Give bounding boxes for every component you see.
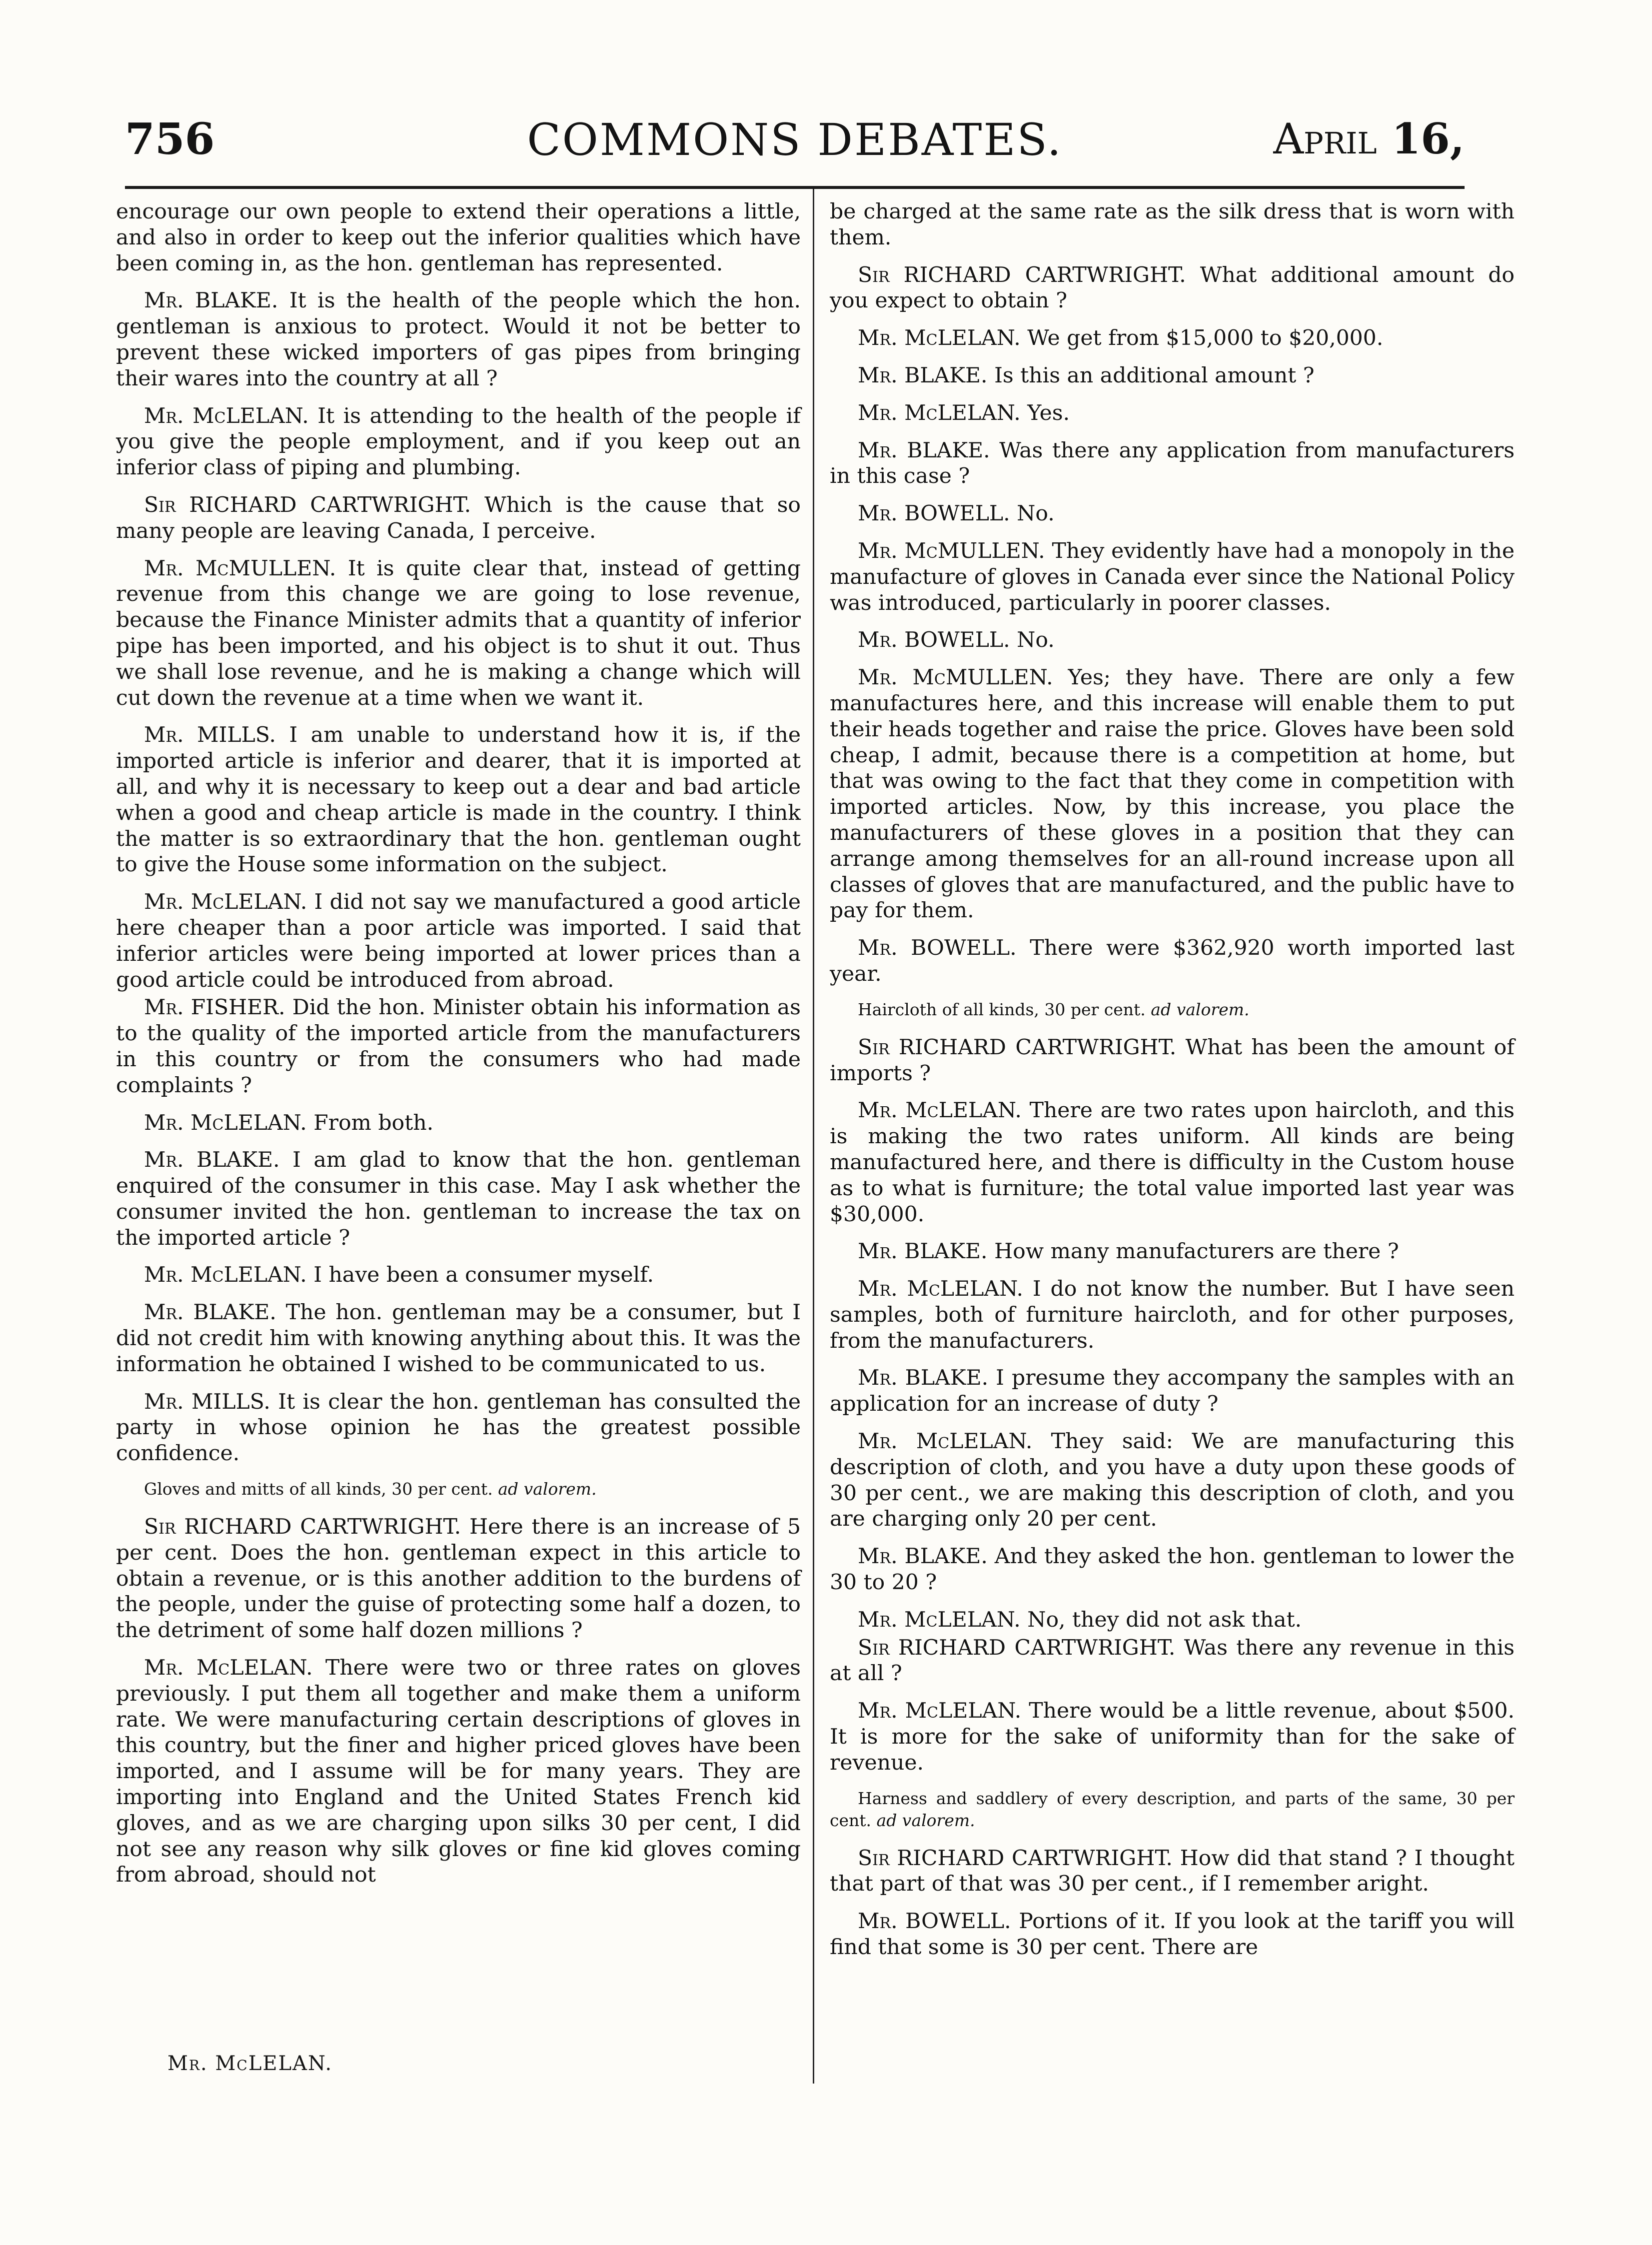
continued-paragraph: encourage our own people to extend their operations a little, and also in order to keep out the inferior qualities which have been coming in, as the hon. gentleman has represented. (116, 199, 801, 276)
speaker-name: Mr. BLAKE. (858, 363, 988, 388)
speech-text: What additional amount do you expect to obtain ? (830, 262, 1515, 313)
speech-paragraph (830, 262, 1515, 314)
speaker-name: Mr. BLAKE. (144, 1300, 276, 1325)
speech-paragraph (116, 1655, 801, 1888)
speaker-name: Mr. MILLS. (144, 723, 276, 748)
speech-paragraph (830, 325, 1515, 351)
continued-paragraph: be charged at the same rate as the silk dress that is worn with them. (830, 199, 1515, 250)
speech-paragraph (830, 1607, 1515, 1633)
speaker-name: Mr. McLELAN. (858, 400, 1021, 425)
speech-paragraph (116, 1262, 801, 1288)
speaker-name: Mr. BLAKE. (858, 1366, 989, 1391)
speech-paragraph (830, 438, 1515, 490)
speech-text: No. (1017, 501, 1055, 526)
speaker-name: Mr. BLAKE. (144, 288, 278, 313)
speech-paragraph (830, 501, 1515, 527)
header-day: 16, (1391, 114, 1465, 163)
speech-text: There are two rates upon haircloth, and this is making the two rates uniform. All kinds are being manufactured here, and there is difficulty in the Custom house as to what is furniture; the total value imported last year was $30,000. (830, 1098, 1515, 1227)
page-header (125, 114, 1465, 169)
speech-paragraph (116, 1110, 801, 1136)
speech-text: No, they did not ask that. (1027, 1607, 1302, 1632)
speech-text: It is quite clear that, instead of getting revenue from this change we are going to lose revenue, because the Finance Minister admits that a quantity of inferior pipe has been imported, and his object is to shut it out. Thus we shall lose revenue, and he is making a change which will cut down the revenue at a time when we want it. (116, 556, 801, 710)
tariff-italic: ad valorem. (1151, 999, 1250, 1019)
speech-text: There would be a little revenue, about $500. It is more for the sake of uniformity than for the sake of revenue. (830, 1699, 1515, 1775)
speech-paragraph (830, 627, 1515, 653)
speaker-name: Mr. BOWELL. (858, 628, 1010, 653)
speech-text: From both. (313, 1110, 434, 1135)
tariff-italic: ad valorem. (876, 1810, 975, 1830)
speech-text: It is attending to the health of the people if you give the people employment, and if you keep out an inferior class of piping and plumbing. (116, 403, 801, 480)
speech-paragraph (830, 935, 1515, 987)
speech-paragraph (830, 1698, 1515, 1776)
speaker-name: Sir RICHARD CARTWRIGHT. (858, 1035, 1177, 1060)
speaker-name: Mr. BOWELL. (858, 501, 1010, 526)
speech-paragraph (116, 1514, 801, 1644)
speech-text: Is this an additional amount ? (994, 363, 1315, 388)
speaker-name: Mr. McLELAN. (858, 1277, 1024, 1302)
speech-text: There were $362,920 worth imported last year. (830, 936, 1515, 986)
speaker-name: Mr. BLAKE. (858, 1544, 988, 1569)
speech-paragraph (830, 363, 1515, 389)
speech-text: There were two or three rates on gloves previously. I put them all together and make them a uniform rate. We were manufacturing certain descriptions of gloves in this country, but the finer and higher priced gloves have been imported, and I assume will be for many years. They are importing into England and the United States French kid gloves, and as we are charging upon silks 30 per cent, I did not see any reason why silk gloves or fine kid gloves coming from abroad, should not (116, 1656, 801, 1888)
speech-text: Was there any application from manufacturers in this case ? (830, 438, 1515, 489)
speech-paragraph (830, 1239, 1515, 1265)
left-column (116, 199, 801, 1900)
speech-text: I am glad to know that the hon. gentleman enquired of the consumer in this case. May I ask whether the consumer invited the hon. gentleman to increase the tax on the imported article ? (116, 1148, 801, 1250)
running-title: COMMONS DEBATES. (527, 114, 1063, 165)
tariff-text: Gloves and mitts of all kinds, 30 per cent. (144, 1479, 493, 1499)
speech-paragraph (116, 492, 801, 544)
speech-text: I did not say we manufactured a good article here cheaper than a poor article was imported. I said that inferior articles were being imported at lower prices than a good article could be introduced from abroad. (116, 890, 801, 992)
speaker-name: Mr. McMULLEN. (144, 556, 336, 581)
speaker-name: Mr. MILLS. (144, 1389, 270, 1414)
speech-paragraph (116, 556, 801, 711)
speech-paragraph (830, 1909, 1515, 1961)
speaker-name: Mr. BOWELL. (858, 936, 1017, 961)
speech-text: Here there is an increase of 5 per cent. Does the hon. gentleman expect in this article to obtain a revenue, or is this another addition to the burdens of the people, under the guise of protecting some half a dozen, to the detriment of some half dozen millions ? (116, 1515, 801, 1643)
speaker-name: Sir RICHARD CARTWRIGHT. (144, 1515, 461, 1540)
speaker-name: Mr. McLELAN. (144, 403, 309, 428)
speech-text: How many manufacturers are there ? (994, 1239, 1399, 1264)
tariff-italic: ad valorem. (498, 1479, 597, 1499)
speech-paragraph (116, 722, 801, 878)
speech-paragraph (830, 1365, 1515, 1417)
speaker-name: Sir RICHARD CARTWRIGHT. (858, 1846, 1173, 1871)
speaker-name: Mr. McLELAN. (858, 1429, 1033, 1454)
speaker-name: Mr. McLELAN. (144, 1656, 313, 1681)
speaker-name: Mr. McMULLEN. (858, 665, 1053, 690)
right-column (830, 199, 1515, 1972)
speech-text: Yes. (1027, 400, 1070, 425)
speech-paragraph (830, 1846, 1515, 1898)
speech-text: The hon. gentleman may be a consumer, but I did not credit him with knowing anything about this. It was the information he obtained I wished to be communicated to us. (116, 1300, 801, 1377)
speaker-name: Mr. McLELAN. (858, 1607, 1021, 1632)
speech-paragraph (116, 889, 801, 993)
speech-text: And they asked the hon. gentleman to lower the 30 to 20 ? (830, 1544, 1515, 1595)
tariff-item (830, 999, 1515, 1021)
speech-text: How did that stand ? I thought that part of that was 30 per cent., if I remember aright. (830, 1846, 1515, 1897)
page-number: 756 (125, 114, 215, 164)
speaker-name: Sir RICHARD CARTWRIGHT. (858, 262, 1186, 287)
speaker-name: Mr. BLAKE. (858, 438, 990, 463)
speech-text: It is the health of the people which the hon. gentleman is anxious to protect. Would it not be better to prevent these wicked importers of gas pipes from bringing their wares into the country at all ? (116, 288, 801, 391)
speaker-name: Mr. McLELAN. (858, 326, 1021, 351)
column-divider (813, 189, 814, 2084)
speaker-name: Mr. McMULLEN. (858, 538, 1045, 563)
speaker-name: Mr. BOWELL. (858, 1909, 1011, 1934)
speech-paragraph (830, 665, 1515, 924)
catchword: Mr. McLELAN. (167, 2052, 333, 2075)
speech-paragraph (830, 1635, 1515, 1687)
speech-paragraph (116, 995, 801, 1098)
tariff-text: Haircloth of all kinds, 30 per cent. (858, 999, 1146, 1019)
speech-text: We get from $15,000 to $20,000. (1027, 326, 1384, 351)
speaker-name: Mr. McLELAN. (144, 1263, 307, 1288)
header-date (1273, 114, 1465, 163)
speaker-name: Mr. McLELAN. (144, 1110, 307, 1135)
speech-text: It is clear the hon. gentleman has consulted the party in whose opinion he has the greatest possible confidence. (116, 1389, 801, 1466)
speech-text: No. (1017, 628, 1055, 653)
speech-paragraph (830, 1098, 1515, 1227)
speech-text: They said: We are manufacturing this description of cloth, and you have a duty upon these goods of 30 per cent., we are making this description of cloth, and you are charging only 20 per cent. (830, 1429, 1515, 1532)
speaker-name: Mr. BLAKE. (144, 1148, 280, 1173)
speech-paragraph (116, 288, 801, 391)
header-month: April (1273, 114, 1377, 163)
tariff-item (116, 1478, 801, 1500)
speech-paragraph (830, 1544, 1515, 1596)
speech-text: I have been a consumer myself. (313, 1263, 654, 1288)
speaker-name: Mr. McLELAN. (144, 890, 307, 915)
speech-text: I presume they accompany the samples with an application for an increase of duty ? (830, 1366, 1515, 1417)
speech-text: I am unable to understand how it is, if the imported article is inferior and dearer, that it is imported at all, and why it is necessary to keep out a dear and bad article when a good and cheap article is made in the country. I think the matter is so extraordinary that the hon. gentleman ought to give the House some information on the subject. (116, 723, 801, 877)
speaker-name: Mr. BLAKE. (858, 1239, 988, 1264)
speech-paragraph (830, 1035, 1515, 1087)
speech-text: Portions of it. If you look at the tariff you will find that some is 30 per cent. There are (830, 1909, 1515, 1960)
speech-paragraph (116, 403, 801, 481)
speech-text: What has been the amount of imports ? (830, 1035, 1515, 1086)
speech-text: Yes; they have. There are only a few manufactures here, and this increase will enable them to put their heads together and raise the price. Gloves have been sold cheap, I admit, because there is a competition at home, but that was owing to the fact that they come in competition with imported articles. Now, by this increase, you place the manufacturers of these gloves in a position that they can arrange among themselves for an all-round increase upon all classes of gloves that are manufactured, and the public have to pay for them. (830, 665, 1515, 923)
speech-paragraph (116, 1300, 801, 1377)
speaker-name: Sir RICHARD CARTWRIGHT. (144, 492, 471, 517)
speaker-name: Mr. McLELAN. (858, 1098, 1022, 1123)
header-rule (125, 186, 1465, 189)
speaker-name: Mr. FISHER. (144, 995, 285, 1020)
speech-paragraph (830, 1429, 1515, 1532)
tariff-item (830, 1788, 1515, 1832)
speech-paragraph (116, 1389, 801, 1467)
speaker-name: Mr. McLELAN. (858, 1699, 1022, 1724)
tariff-text: Harness and saddlery of every description, and parts of the same, 30 per cent. (830, 1788, 1515, 1830)
speech-text: Did the hon. Minister obtain his information as to the quality of the imported article from the manufacturers in this country or from the consumers who had made complaints ? (116, 995, 801, 1098)
speech-text: I do not know the number. But I have seen samples, both of furniture haircloth, and for other purposes, from the manufacturers. (830, 1277, 1515, 1353)
speech-text: Was there any revenue in this at all ? (830, 1635, 1515, 1686)
speech-paragraph (830, 1276, 1515, 1354)
speech-text: Which is the cause that so many people are leaving Canada, I perceive. (116, 492, 801, 543)
speech-paragraph (830, 400, 1515, 426)
speech-paragraph (830, 538, 1515, 616)
speech-text: They evidently have had a monopoly in the manufacture of gloves in Canada ever since the National Policy was introduced, particularly in poorer classes. (830, 538, 1515, 615)
speaker-name: Sir RICHARD CARTWRIGHT. (858, 1635, 1176, 1660)
speech-paragraph (116, 1147, 801, 1251)
